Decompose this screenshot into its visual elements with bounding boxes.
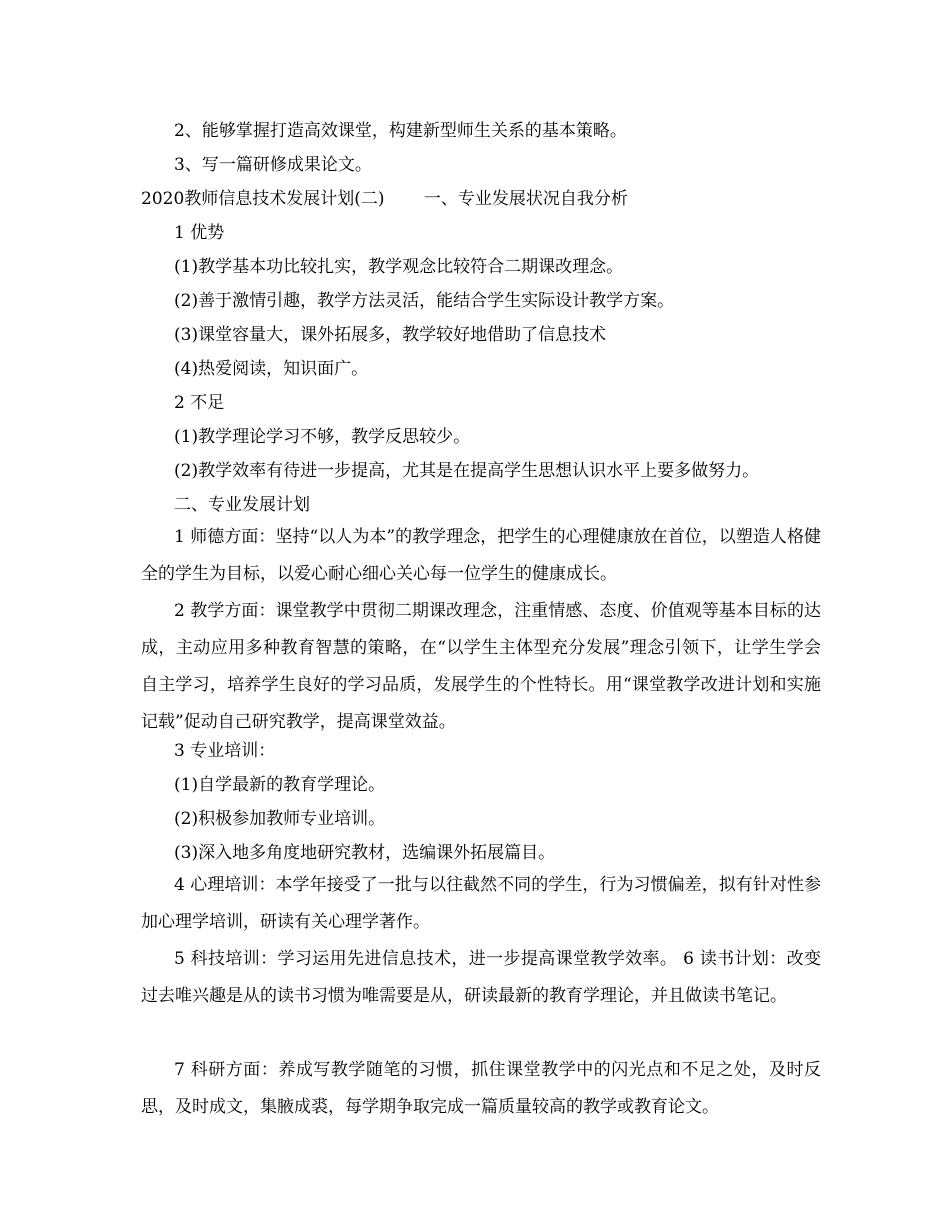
weakness-item-1: (1)教学理论学习不够，教学反思较少。 — [174, 427, 471, 447]
strengths-heading: 1 优势 — [174, 223, 225, 243]
goal-line-3: 3、写一篇研修成果论文。 — [174, 155, 372, 175]
technology-reading-paragraph: 5 科技培训：学习运用先进信息技术，进一步提高课堂教学效率。 6 读书计划：改变过去唯兴趣是从的读书习惯为唯需要是从，研读最新的教育学理论，并且做读书笔记。 — [141, 949, 821, 1006]
goal-line-2: 2、能够掌握打造高效课堂，构建新型师生关系的基本策略。 — [174, 121, 627, 141]
weakness-item-2: (2)教学效率有待进一步提高，尤其是在提高学生思想认识水平上要多做努力。 — [174, 461, 760, 481]
training-item-3: (3)深入地多角度地研究教材，选编课外拓展篇目。 — [174, 843, 556, 863]
research-paragraph: 7 科研方面：养成写教学随笔的习惯，抓住课堂教学中的闪光点和不足之处，及时反思，及时成文，集腋成裘，每学期争取完成一篇质量较高的教学或教育论文。 — [141, 1060, 821, 1117]
strength-item-3: (3)课堂容量大，课外拓展多，教学较好地借助了信息技术 — [174, 325, 607, 345]
training-item-2: (2)积极参加教师专业培训。 — [174, 809, 386, 829]
teaching-paragraph: 2 教学方面：课堂教学中贯彻二期课改理念，注重情感、态度、价值观等基本目标的达成，主动应用多种教育智慧的策略，在“以学生主体型充分发展”理念引领下，让学生学会自主学习，培养学生良好的学习品质，发展学生的个性特长。用“课堂教学改进计划和实施记载”促动自己研究教学，提高课堂效益。 — [141, 601, 821, 732]
plan-heading: 二、专业发展计划 — [174, 495, 310, 515]
strength-item-4: (4)热爱阅读，知识面广。 — [174, 359, 369, 379]
strength-item-2: (2)善于激情引趣，教学方法灵活，能结合学生实际设计教学方案。 — [174, 291, 675, 311]
weaknesses-heading: 2 不足 — [174, 393, 225, 413]
strength-item-1: (1)教学基本功比较扎实，教学观念比较符合二期课改理念。 — [174, 257, 624, 277]
psychology-paragraph: 4 心理培训：本学年接受了一批与以往截然不同的学生，行为习惯偏差，拟有针对性参加心理学培训，研读有关心理学著作。 — [141, 875, 821, 932]
section-title: 2020教师信息技术发展计划(二) 一、专业发展状况自我分析 — [141, 189, 628, 209]
ethics-paragraph: 1 师德方面：坚持“以人为本”的教学理念，把学生的心理健康放在首位，以塑造人格健全的学生为目标，以爱心耐心细心关心每一位学生的健康成长。 — [141, 527, 821, 584]
training-item-1: (1)自学最新的教育学理论。 — [174, 775, 386, 795]
training-heading: 3 专业培训： — [174, 741, 276, 761]
